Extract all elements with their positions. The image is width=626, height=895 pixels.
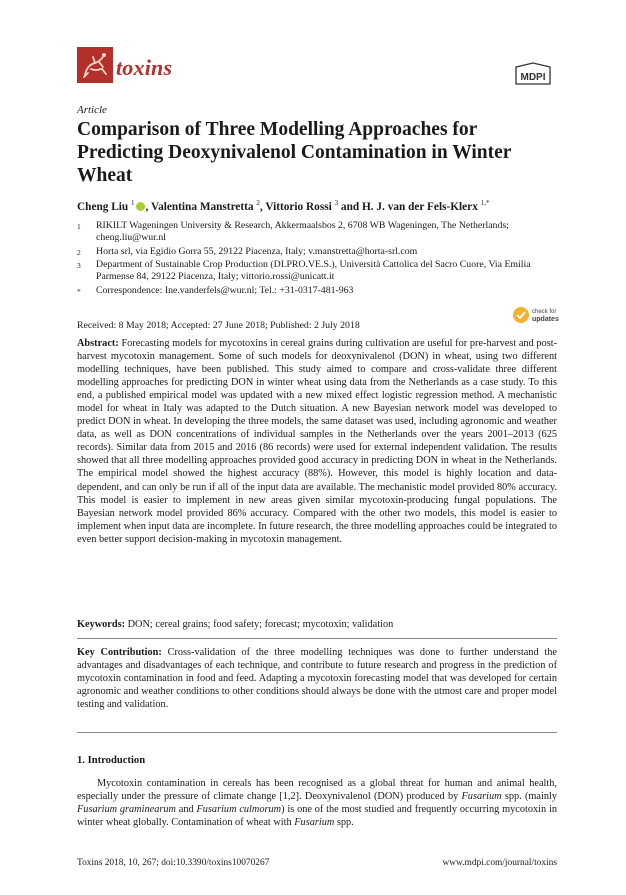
abstract-label: Abstract: (77, 338, 119, 349)
author-name: Valentina Manstretta (150, 201, 254, 213)
publication-dates: Received: 8 May 2018; Accepted: 27 June 2018; Published: 2 July 2018 (77, 320, 360, 331)
author-name: Vittorio Rossi (265, 201, 332, 213)
abstract (77, 337, 557, 546)
toxins-logo-icon (77, 47, 113, 83)
introduction-paragraph: Mycotoxin contamination in cereals has been recognised as a global threat for human and animal health, especially under the pressure of climate change [1,2]. Deoxynivalenol (DON) produced by Fusarium spp. (mainly Fusarium graminearum and Fusarium culmorum) is one of the most studied and frequently occurring mycotoxin in winter wheat globally. Contamination of wheat with Fusarium spp. (77, 778, 557, 829)
footer-citation: Toxins 2018, 10, 267; doi:10.3390/toxins10070267 (77, 858, 270, 868)
journal-name: toxins (116, 55, 173, 80)
footer-url[interactable]: www.mdpi.com/journal/toxins (442, 858, 557, 868)
author-affil: 1,* (480, 199, 490, 207)
author-affil: 1 (131, 199, 135, 207)
key-contribution (77, 646, 557, 711)
abstract-text: Forecasting models for mycotoxins in cereal grains during cultivation are useful for pre-harvest and post-harvest mycotoxin management. Some of such models for deoxynivalenol (DON) in wheat, using two different modelling techniques, have been published. This study aimed to compare and cross-validate three different modelling approaches for predicting DON in winter wheat using data from the Netherlands as a case study. To this end, a published empirical model was updated with a new mixed effect logistic regression method. A mechanistic model for wheat in Italy was adapted to the Dutch situation. A new Bayesian network model was developed to predict DON in wheat. In developing the three models, the same dataset was used, including agronomic and weather data, as well as DON concentrations of individual samples in the Netherlands over the years 2001–2013 (625 records). Similar data from 2015 and 2016 (86 records) were used for external independent validation. The results showed that all three modelling approaches provided good accuracy in predicting DON in wheat in the Netherlands. The empirical model showed the highest accuracy (88%). However, this model is highly location and data-dependent, and can only be run if all of the input data are available. The mechanistic model provided 80% accuracy. This model is easier to implement in new areas given similar mycotoxin-producing fungal populations. The Bayesian network model provided 86% accuracy. Compared with the other two models, this model is easier to implement when input data are incomplete. In future research, the three modelling approaches could be integrated to even better support decision-making in mycotoxin management. (77, 338, 557, 545)
affiliation: 3 Department of Sustainable Crop Production (DI.PRO.VE.S.), Università Cattolica del Sacro Cuore, Via Emilia Parmense 84, 29122 Piacenza, Italy; vittorio.rossi@unicatt.it (77, 259, 531, 283)
keywords (77, 618, 557, 631)
key-contribution-label: Key Contribution: (77, 647, 162, 658)
keywords-text: DON; cereal grains; food safety; forecast; mycotoxin; validation (127, 619, 394, 630)
divider (77, 638, 557, 639)
article-type: Article (77, 104, 107, 116)
section-heading: 1. Introduction (77, 755, 146, 766)
author-name: H. J. van der Fels-Klerx (361, 201, 478, 213)
check-updates-line1: check for (532, 309, 557, 315)
mdpi-logo-icon (513, 62, 553, 86)
check-for-updates-badge[interactable] (512, 304, 560, 326)
publisher-name: MDPI (520, 72, 546, 83)
affiliation: 2 Horta srl, via Egidio Gorra 55, 29122 Piacenza, Italy; v.manstretta@horta-srl.com (77, 246, 418, 257)
key-contribution-text: Cross-validation of the three modelling techniques was done to further understand the advantages and disadvantages of each technique, and contribute to future research and progress in the prediction of mycotoxin contamination in food and feed. Adapting a mycotoxin forecasting model that was developed for certain agronomic and weather conditions to other conditions should always be done with the utmost care and proper model testing and validation. (77, 647, 557, 711)
author-affil: 3 (334, 199, 339, 207)
affiliation: 1 RIKILT Wageningen University & Research, Akkermaalsbos 2, 6708 WB Wageningen, The Netherlands; cheng.liu@wur.nl (77, 220, 509, 244)
author-list: Cheng Liu $^1$ , Valentina Manstretta $^2$, Vittorio Rossi $^3$ and H. J. van der Fels-Klerx $^{1,*}$ (77, 199, 490, 213)
paper-title: Comparison of Three Modelling Approaches for Predicting Deoxynivalenol Contamination in Winter Wheat (77, 119, 512, 186)
affiliation-correspondence: * Correspondence: Ine.vanderfels@wur.nl; Tel.: +31-0317-481-963 (77, 285, 354, 296)
divider (77, 732, 557, 733)
check-updates-line2: updates (532, 316, 559, 323)
keywords-label: Keywords: (77, 619, 126, 630)
orcid-icon[interactable] (136, 202, 145, 211)
author-name: Cheng Liu (77, 201, 129, 213)
author-affil: 2 (256, 199, 260, 207)
